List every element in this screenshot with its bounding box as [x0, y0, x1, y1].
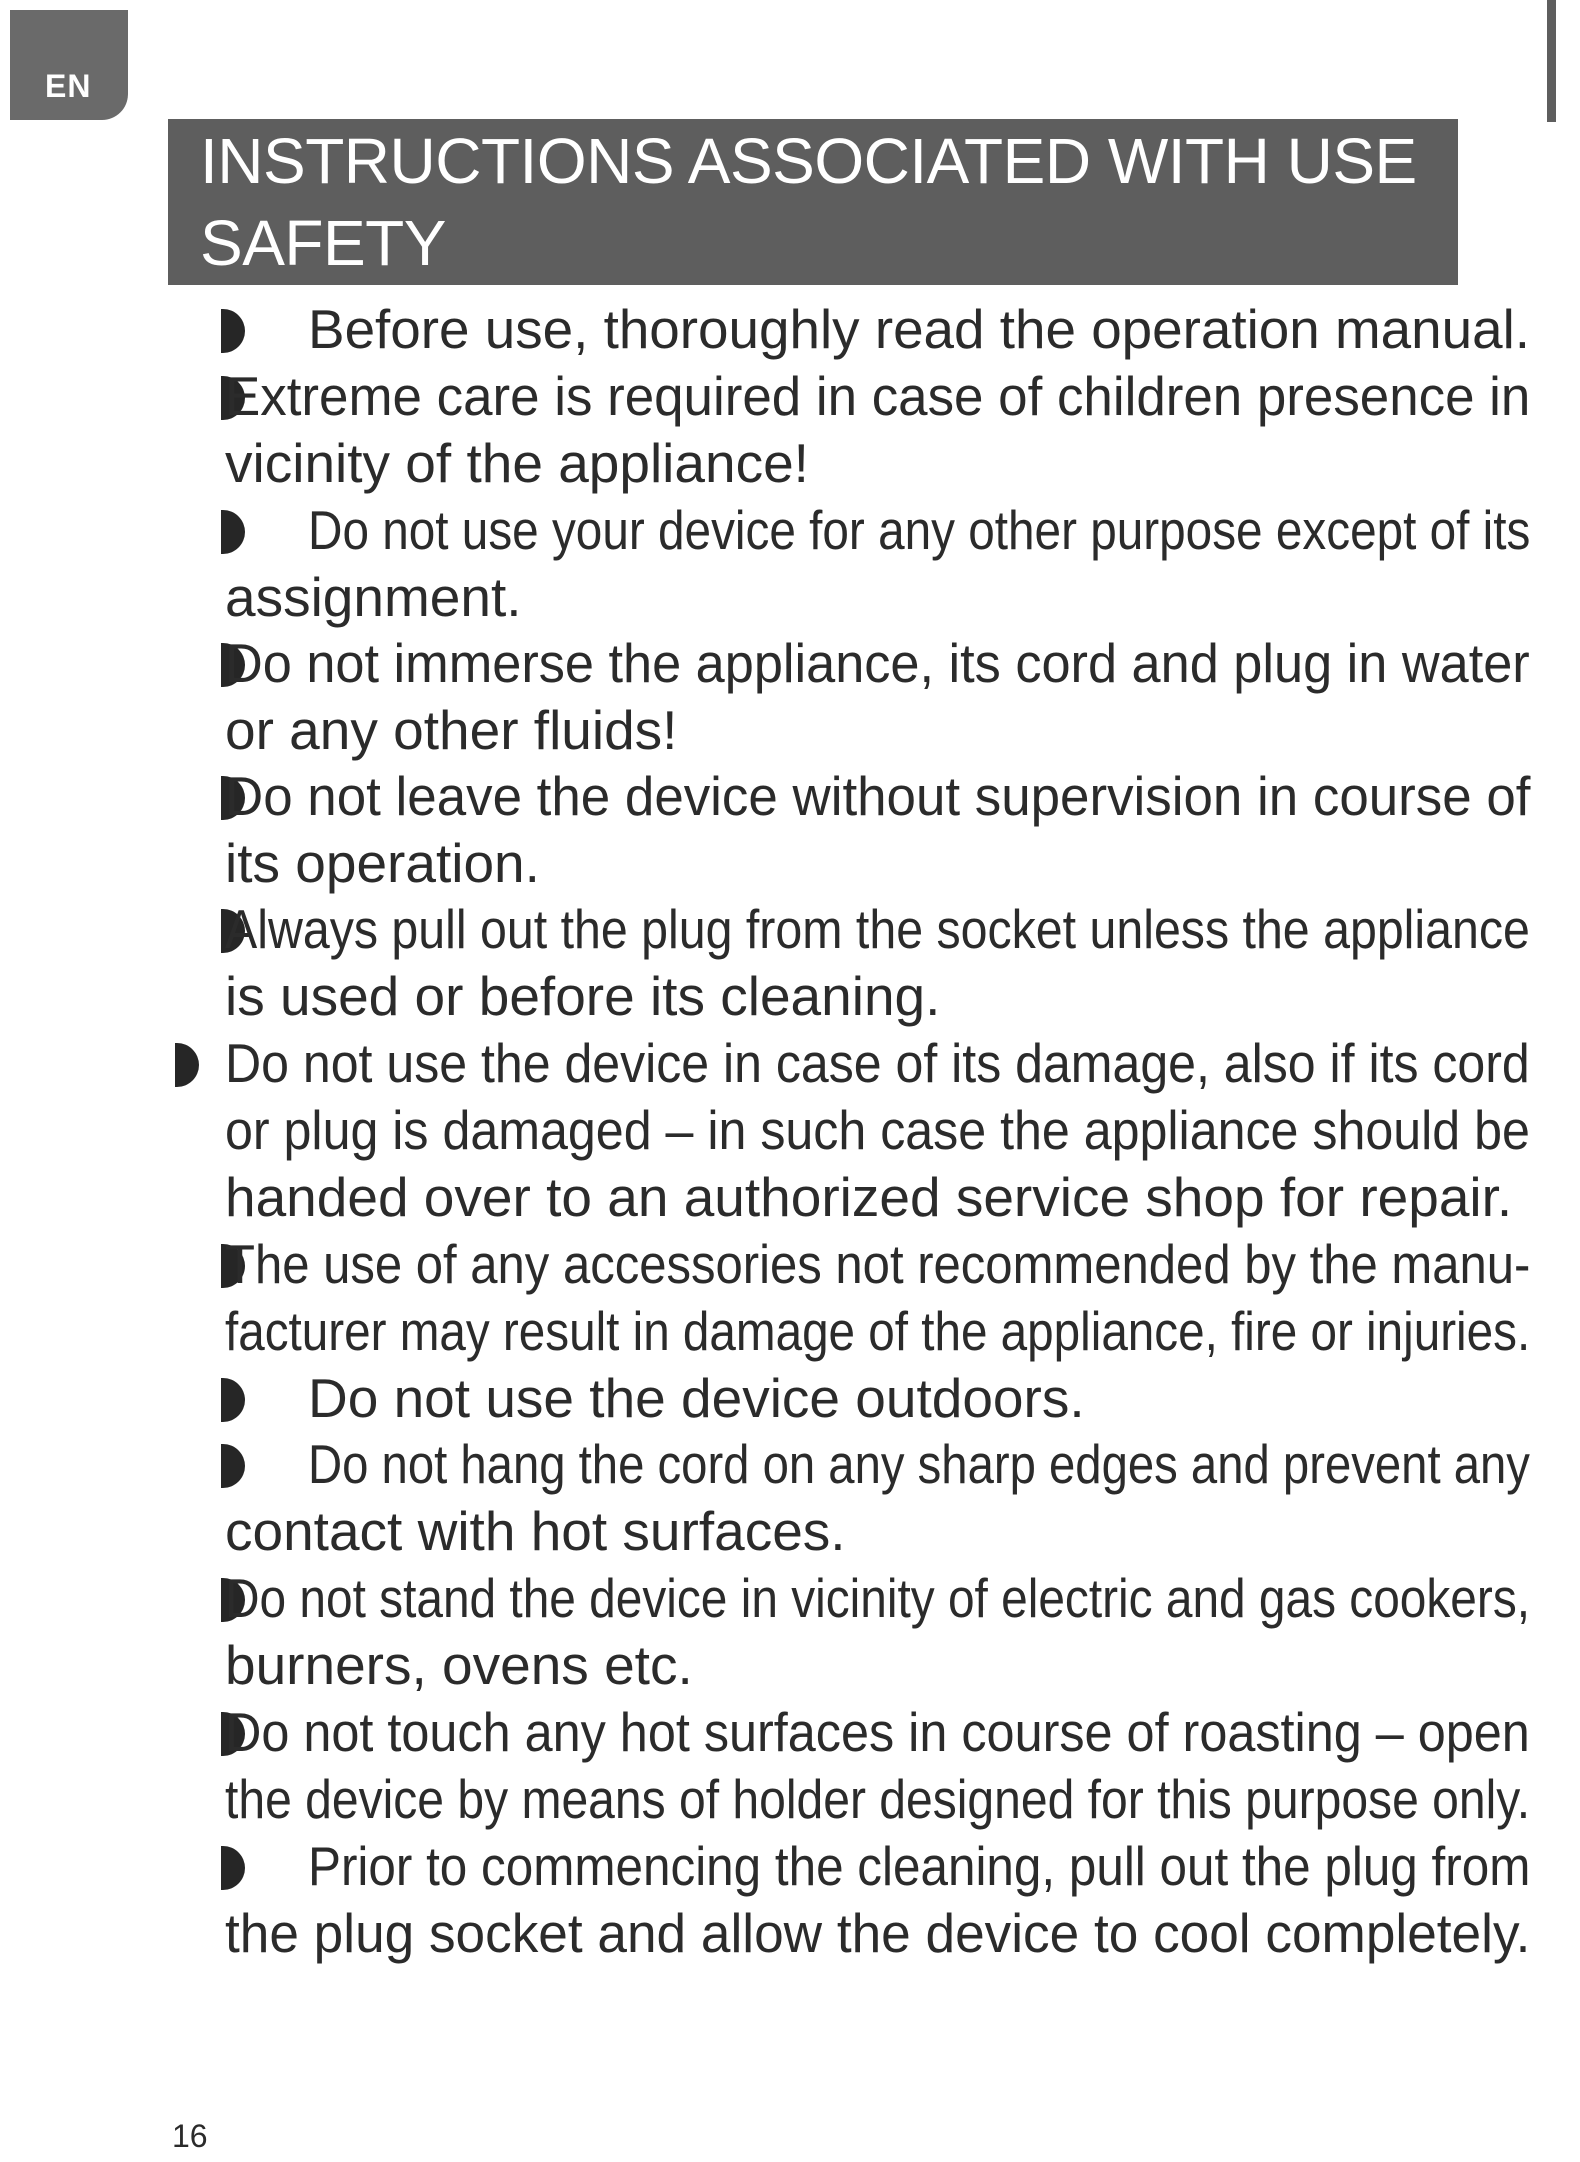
instruction-line: Do not use your device for any other purpose except of its: [308, 499, 1531, 561]
bullet-icon: [221, 1846, 245, 1890]
instruction-line: is used or before its cleaning.: [225, 965, 941, 1027]
bullet-icon: [221, 1444, 245, 1488]
section-title-line-1: INSTRUCTIONS ASSOCIATED WITH USE: [200, 125, 1417, 197]
instruction-line: contact with hot surfaces.: [225, 1500, 846, 1562]
instruction-line: The use of any accessories not recommended by the manu-: [225, 1233, 1531, 1295]
instruction-line: facturer may result in damage of the appliance, fire or injuries.: [225, 1300, 1531, 1362]
instruction-line: vicinity of the appliance!: [225, 432, 809, 494]
instruction-line: Do not hang the cord on any sharp edges and prevent any: [308, 1433, 1530, 1495]
instruction-line: handed over to an authorized service shop for repair.: [225, 1166, 1513, 1228]
instruction-line: or any other fluids!: [225, 699, 678, 761]
section-title-line-2: SAFETY: [200, 207, 446, 279]
page-number: 16: [172, 2118, 208, 2154]
instruction-line: Do not stand the device in vicinity of electric and gas cookers,: [225, 1567, 1531, 1629]
instruction-line: Prior to commencing the cleaning, pull out the plug from: [308, 1835, 1531, 1897]
instruction-line: or plug is damaged – in such case the appliance should be: [225, 1099, 1530, 1161]
instruction-line: Do not use the device in case of its damage, also if its cord: [225, 1032, 1530, 1094]
bullet-icon: [221, 309, 245, 353]
instruction-line: the device by means of holder designed for this purpose only.: [225, 1768, 1531, 1830]
instruction-line: Do not leave the device without supervision in course of: [225, 765, 1531, 827]
instruction-line: the plug socket and allow the device to cool completely.: [225, 1902, 1531, 1964]
instruction-line: Do not immerse the appliance, its cord and plug in water: [225, 632, 1530, 694]
bullet-icon: [221, 510, 245, 554]
instruction-line: assignment.: [225, 566, 522, 628]
instruction-line: Before use, thoroughly read the operation manual.: [308, 298, 1531, 360]
bullet-icon: [175, 1043, 199, 1087]
instruction-line: its operation.: [225, 832, 540, 894]
instruction-line: burners, ovens etc.: [225, 1634, 693, 1696]
language-label: EN: [45, 68, 92, 104]
instruction-line: Do not use the device outdoors.: [308, 1367, 1085, 1429]
instruction-line: Always pull out the plug from the socket unless the appliance: [225, 898, 1530, 960]
instruction-line: Extreme care is required in case of children presence in: [225, 365, 1531, 427]
bullet-icon: [221, 1378, 245, 1422]
instruction-line: Do not touch any hot surfaces in course of roasting – open: [225, 1701, 1530, 1763]
